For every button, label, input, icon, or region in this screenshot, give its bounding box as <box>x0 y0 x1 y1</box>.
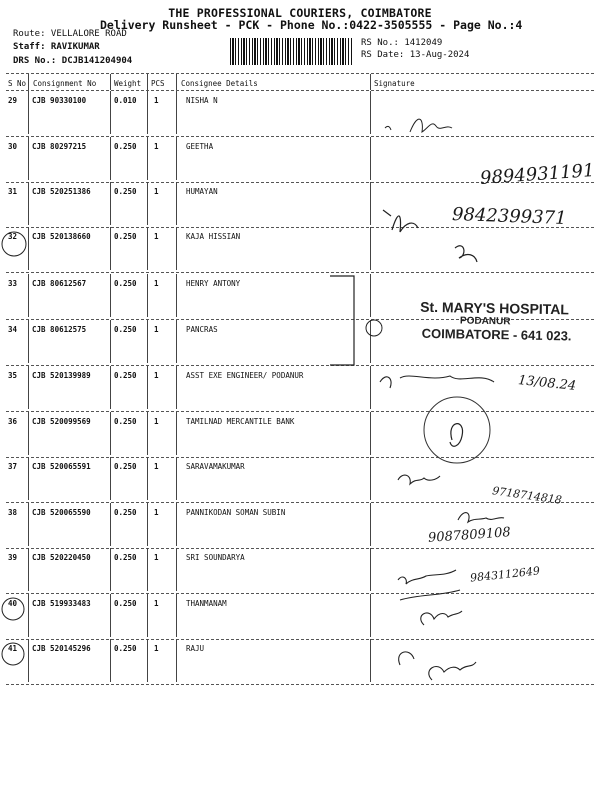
cell-weight: 0.250 <box>114 508 137 517</box>
hospital-stamp <box>400 288 583 347</box>
cell-pcs: 1 <box>154 187 159 196</box>
stamp-hospital-name: St. MARY'S HOSPITAL <box>420 298 570 318</box>
cell-pcs: 1 <box>154 508 159 517</box>
cell-consignee: KAJA HISSIAN <box>186 232 241 241</box>
cell-weight: 0.250 <box>114 325 137 334</box>
cell-consignment: CJB 520099569 <box>32 417 91 426</box>
cell-sno: 38 <box>8 508 18 517</box>
cell-consignee: SRI SOUNDARYA <box>186 553 245 562</box>
cell-consignee: TAMILNAD MERCANTILE BANK <box>186 417 295 426</box>
cell-sno: 31 <box>8 187 18 196</box>
cell-consignment: CJB 80612567 <box>32 279 87 288</box>
cell-sno: 29 <box>8 96 18 105</box>
handwritten-phone: 9842399371 <box>451 204 567 229</box>
cell-consignment: CJB 520138660 <box>32 232 91 241</box>
cell-consignee: RAJU <box>186 644 205 653</box>
document-title: THE PROFESSIONAL COURIERS, COIMBATORE <box>168 6 432 20</box>
cell-weight: 0.010 <box>114 96 137 105</box>
handwritten-date: 13/08.24 <box>517 373 577 394</box>
col-consignment: Consignment No <box>33 79 97 88</box>
cell-consignment: CJB 520220450 <box>32 553 91 562</box>
cell-sno: 39 <box>8 553 18 562</box>
cell-sno: 32 <box>8 232 18 241</box>
handwritten-phone: 9894931191 <box>479 160 596 189</box>
runsheet-subtitle: Delivery Runsheet - PCK - Phone No.:0422-3505555 - Page No.:4 <box>100 18 523 32</box>
cell-consignee: SARAVAMAKUMAR <box>186 462 245 471</box>
handwritten-phone: 9718714818 <box>491 484 563 507</box>
cell-pcs: 1 <box>154 644 159 653</box>
cell-weight: 0.250 <box>114 644 137 653</box>
cell-weight: 0.250 <box>114 279 137 288</box>
cell-weight: 0.250 <box>114 462 137 471</box>
cell-pcs: 1 <box>154 599 159 608</box>
cell-consignee: HUMAYAN <box>186 187 218 196</box>
cell-consignee: PANCRAS <box>186 325 218 334</box>
cell-weight: 0.250 <box>114 371 137 380</box>
drs-label: DRS No.: <box>13 56 57 66</box>
stamp-hospital-city: COIMBATORE - 641 023. <box>421 325 572 344</box>
cell-consignment: CJB 80612575 <box>32 325 87 334</box>
rs-date: RS Date: 13-Aug-2024 <box>361 50 470 60</box>
col-weight: Weight <box>114 79 142 88</box>
cell-pcs: 1 <box>154 462 159 471</box>
cell-pcs: 1 <box>154 142 159 151</box>
cell-pcs: 1 <box>154 232 159 241</box>
cell-sno: 36 <box>8 417 18 426</box>
cell-consignment: CJB 80297215 <box>32 142 87 151</box>
cell-pcs: 1 <box>154 417 159 426</box>
stamp-hospital-area: PODANUR <box>459 315 511 328</box>
cell-sno: 40 <box>8 599 18 608</box>
cell-sno: 35 <box>8 371 18 380</box>
cell-sno: 33 <box>8 279 18 288</box>
cell-weight: 0.250 <box>114 599 137 608</box>
cell-sno: 41 <box>8 644 18 653</box>
cell-weight: 0.250 <box>114 553 137 562</box>
cell-weight: 0.250 <box>114 142 137 151</box>
cell-consignee: PANNIKODAN SOMAN SUBIN <box>186 508 286 517</box>
cell-consignee: NISHA N <box>186 96 218 105</box>
route-label: Route: VELLALORE ROAD <box>13 29 127 39</box>
handwritten-phone: 9843112649 <box>469 564 541 585</box>
cell-consignment: CJB 520139989 <box>32 371 91 380</box>
cell-consignment: CJB 520251386 <box>32 187 91 196</box>
cell-weight: 0.250 <box>114 187 137 196</box>
cell-weight: 0.250 <box>114 232 137 241</box>
cell-pcs: 1 <box>154 325 159 334</box>
staff-label: Staff: RAVIKUMAR <box>13 42 100 52</box>
cell-weight: 0.250 <box>114 417 137 426</box>
cell-consignee: HENRY ANTONY <box>186 279 241 288</box>
col-pcs: PCS <box>151 79 165 88</box>
handwritten-phone: 9087809108 <box>427 525 512 546</box>
cell-consignee: ASST EXE ENGINEER/ PODANUR <box>186 371 304 380</box>
rs-number: RS No.: 1412049 <box>361 38 443 48</box>
col-consignee: Consignee Details <box>181 79 258 88</box>
cell-sno: 34 <box>8 325 18 334</box>
cell-consignment: CJB 520065590 <box>32 508 91 517</box>
cell-pcs: 1 <box>154 553 159 562</box>
cell-pcs: 1 <box>154 279 159 288</box>
cell-consignee: GEETHA <box>186 142 214 151</box>
cell-pcs: 1 <box>154 371 159 380</box>
cell-consignment: CJB 520065591 <box>32 462 91 471</box>
col-sno: S No <box>8 79 27 88</box>
col-signature: Signature <box>374 79 415 88</box>
cell-consignment: CJB 520145296 <box>32 644 91 653</box>
cell-sno: 37 <box>8 462 18 471</box>
cell-consignee: THANMANAM <box>186 599 227 608</box>
cell-consignment: CJB 90330100 <box>32 96 87 105</box>
cell-sno: 30 <box>8 142 18 151</box>
cell-consignment: CJB 519933483 <box>32 599 91 608</box>
cell-pcs: 1 <box>154 96 159 105</box>
drs-value: DCJB141204904 <box>61 56 133 66</box>
